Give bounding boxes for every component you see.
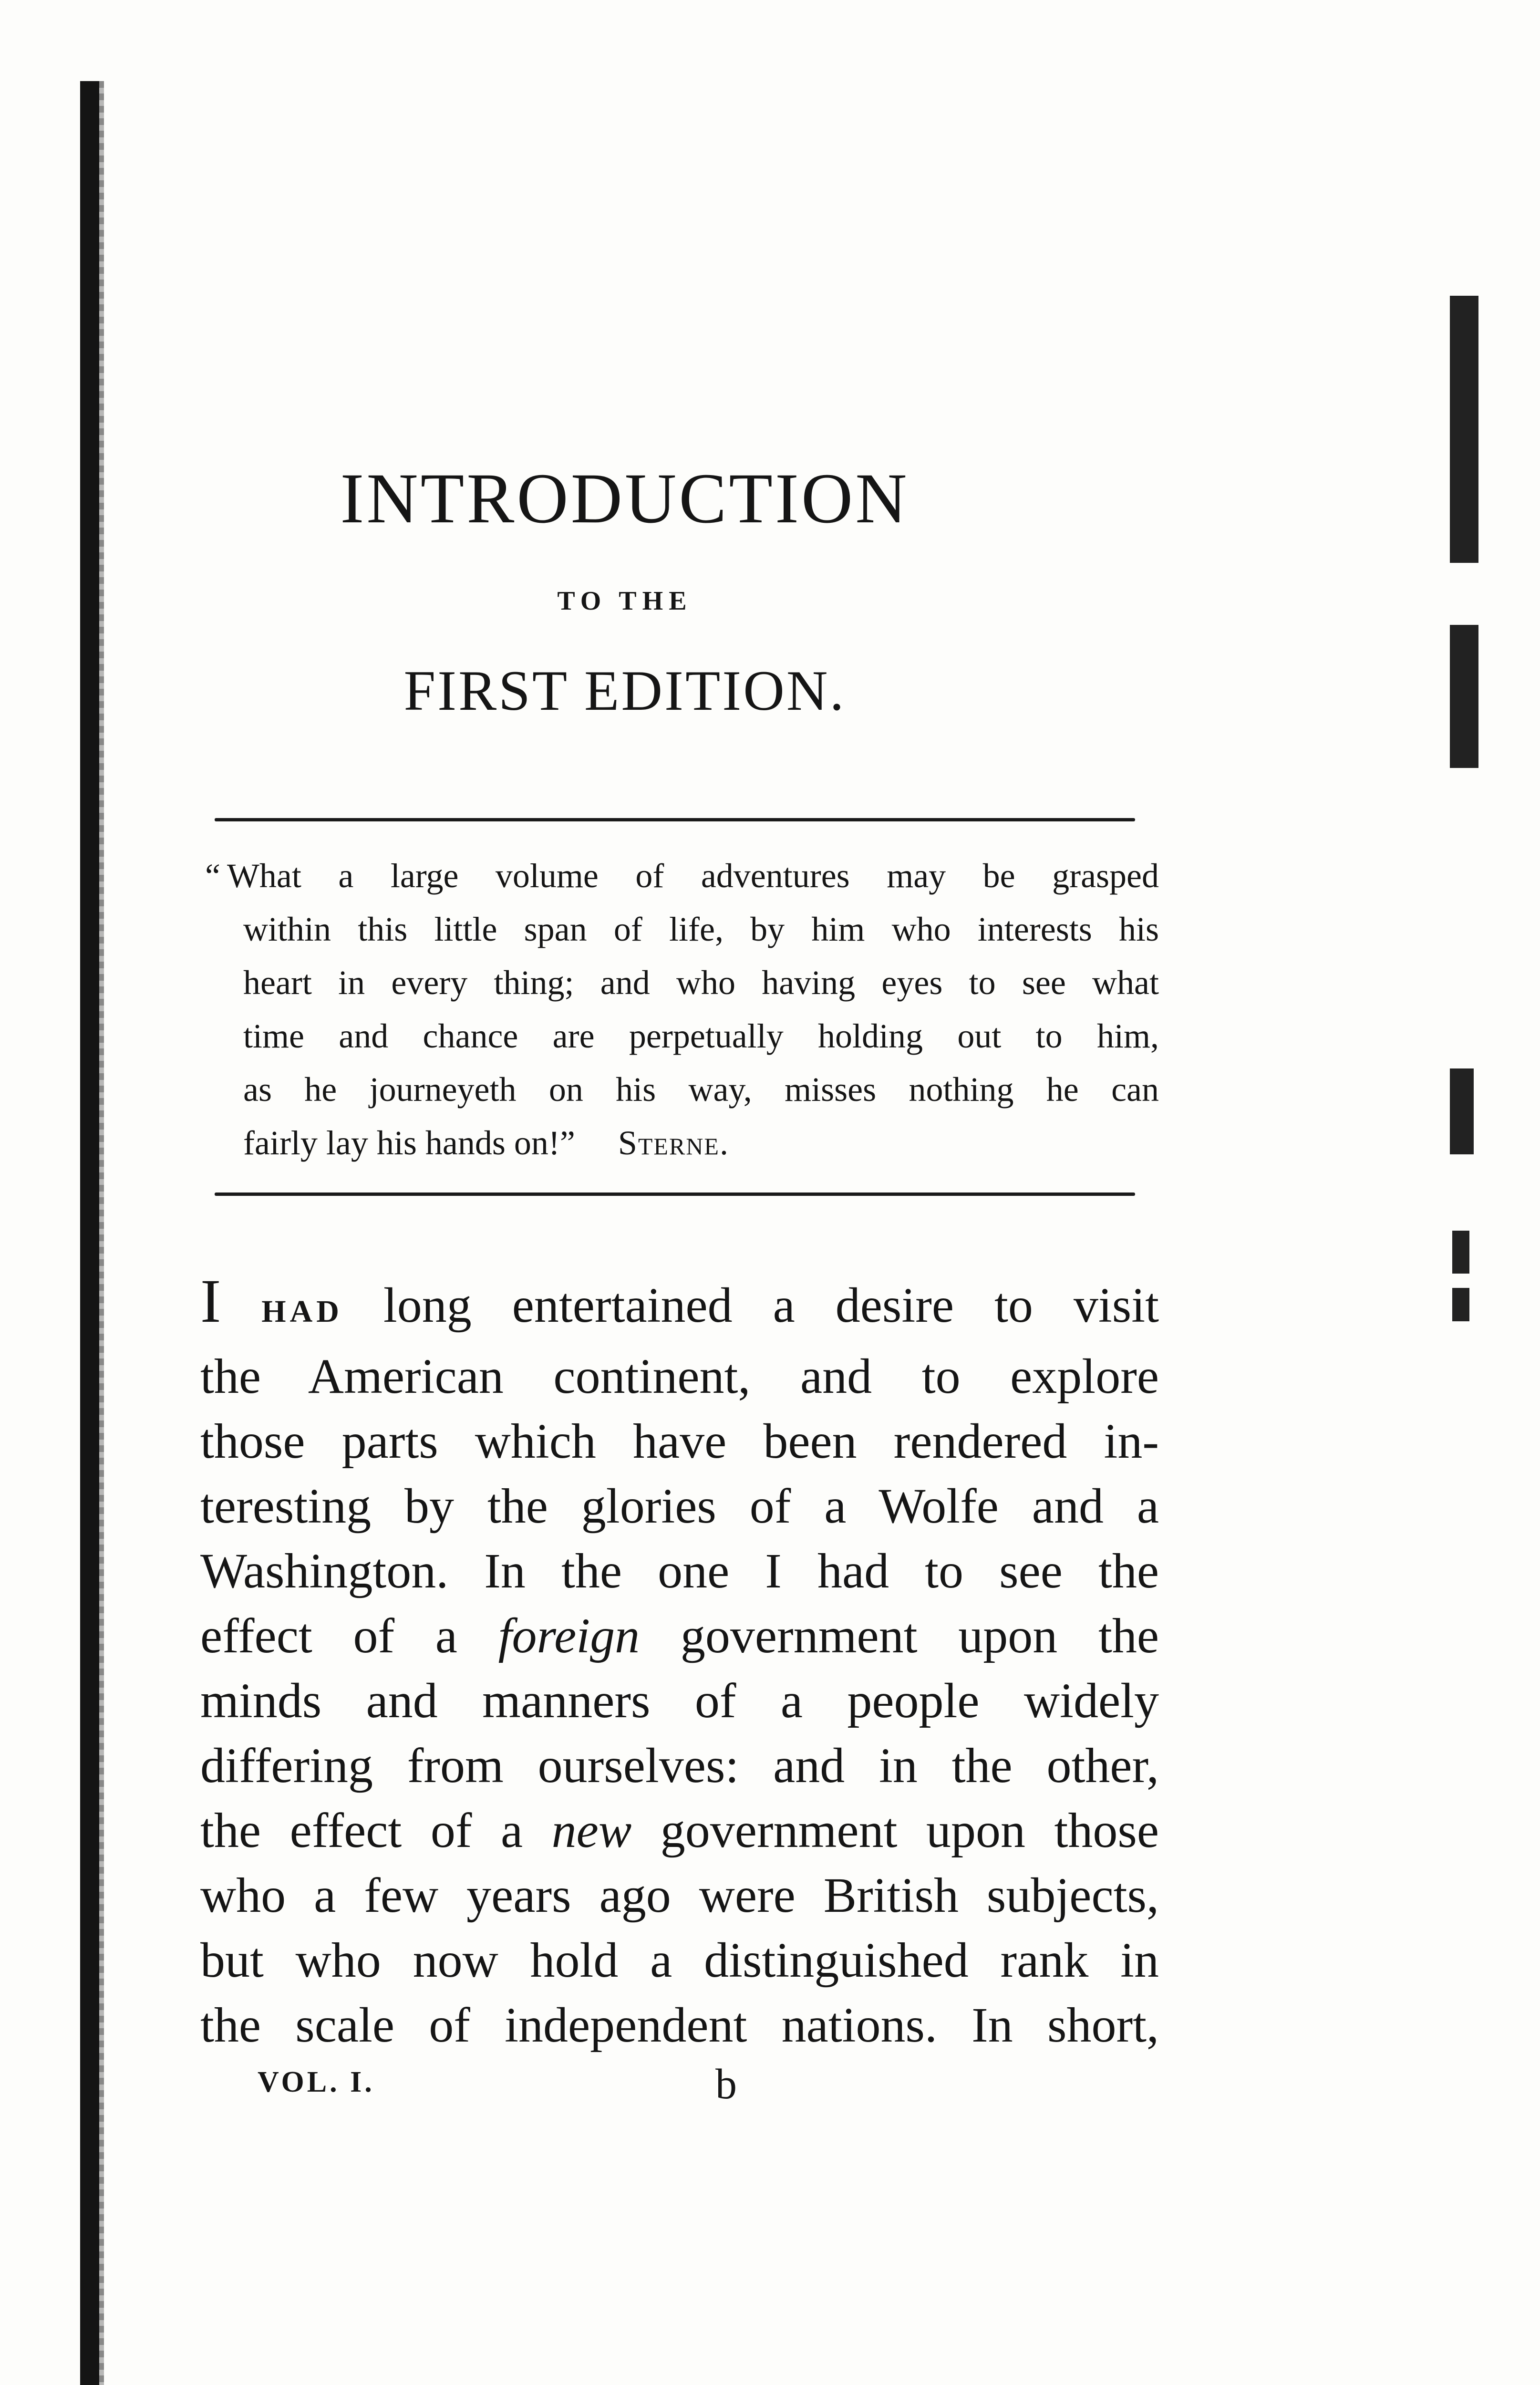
body-line: Washington. In the one I had to see the: [200, 1544, 1159, 1598]
book-spine-shadow: [80, 81, 99, 2385]
title-connector: TO THE: [557, 586, 692, 616]
body-line: the effect of a new government upon those: [200, 1803, 1159, 1858]
body-line: but who now hold a distinguished rank in: [200, 1933, 1159, 1988]
body-line: the American continent, and to explore: [200, 1349, 1159, 1404]
scan-edge-mark: [1452, 1288, 1469, 1321]
scan-edge-mark: [1452, 1231, 1469, 1274]
epigraph-line: as he journeyeth on his way, misses nothing he can: [243, 1070, 1159, 1109]
epigraph-line: heart in every thing; and who having eyes to see what: [243, 964, 1159, 1002]
page-title: INTRODUCTION: [340, 459, 910, 538]
body-line: I HAD long entertained a desire to visit: [200, 1267, 1159, 1336]
epigraph-line: “ What a large volume of adventures may be grasped: [205, 857, 1159, 895]
body-line: the scale of independent nations. In short,: [200, 1998, 1159, 2053]
body-line: differing from ourselves: and in the other,: [200, 1738, 1159, 1793]
scan-edge-mark: [1450, 1068, 1474, 1154]
bottom-rule: [215, 1192, 1135, 1196]
volume-label: VOL. I.: [258, 2066, 375, 2098]
body-line: teresting by the glories of a Wolfe and a: [200, 1479, 1159, 1534]
epigraph-attribution: Sterne.: [618, 1124, 729, 1162]
page-content: [200, 0, 1159, 2385]
page-footer: [258, 2061, 1116, 2113]
emphasis-new: new: [551, 1803, 632, 1858]
top-rule: [215, 818, 1135, 821]
body-line: those parts which have been rendered in-: [200, 1414, 1159, 1469]
emphasis-foreign: foreign: [498, 1608, 640, 1663]
body-line: minds and manners of a people widely: [200, 1673, 1159, 1728]
signature-mark: b: [715, 2061, 737, 2108]
epigraph-line: within this little span of life, by him who interests his: [243, 910, 1159, 948]
opening-quote-mark: “: [205, 857, 220, 895]
epigraph-line: time and chance are perpetually holding out to him,: [243, 1017, 1159, 1055]
body-line: effect of a foreign government upon the: [200, 1608, 1159, 1663]
scan-edge-mark: [1450, 296, 1478, 563]
page-subtitle: FIRST EDITION.: [403, 659, 846, 722]
drop-cap: I: [200, 1267, 221, 1336]
scan-edge-mark: [1450, 625, 1478, 768]
body-line: who a few years ago were British subjects,: [200, 1868, 1159, 1923]
epigraph: [205, 849, 1159, 1170]
body-paragraph: [200, 1269, 1159, 2058]
first-word-smallcaps: HAD: [261, 1294, 343, 1329]
book-spine-edge: [99, 81, 104, 2385]
epigraph-line: fairly lay his hands on!” Sterne.: [243, 1124, 729, 1162]
